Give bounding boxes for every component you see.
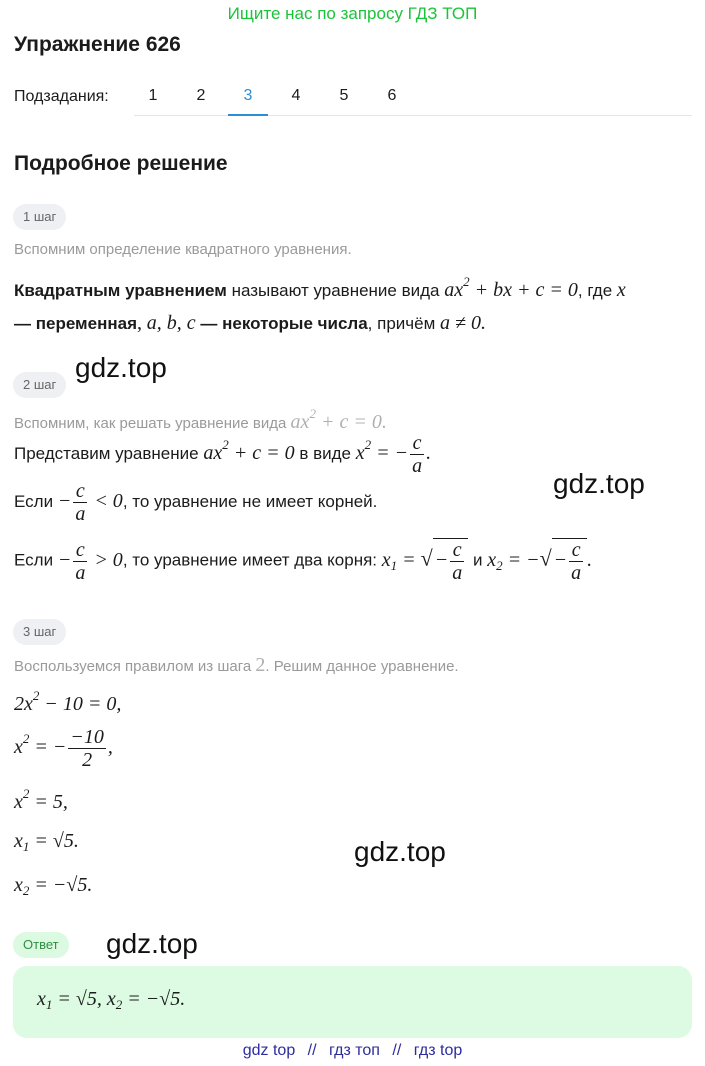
answer-formula: $x_1 = √5$, $x_2 = -√5$. <box>37 988 186 1012</box>
step-2-badge: 2 шаг <box>13 372 66 398</box>
formula-root-1: $x_1$ = √ − $\frac{c}{a}$ <box>382 549 468 571</box>
text: , причём <box>367 314 436 333</box>
solution-line-5: $x_2 = -√5$. <box>14 874 93 898</box>
text: Если <box>14 550 54 570</box>
vars-abc: a, b, c <box>146 312 196 334</box>
step-ref: 2 <box>255 654 266 676</box>
formula: − $\frac{c}{a}$ < 0 <box>57 480 123 525</box>
formula-incomplete-quadratic: $ax^2 + c = 0$. <box>290 406 387 433</box>
term-quadratic-equation: Квадратным уравнением <box>14 281 227 300</box>
step-3-intro <box>14 654 459 677</box>
solution-line-3: $x^2 = 5$, <box>14 786 68 813</box>
formula-root-2: $x_2$ = −√ − $\frac{c}{a}$ . <box>487 539 593 584</box>
text: Вспомним, как решать уравнение вида <box>14 415 287 432</box>
page-title: Упражнение 626 <box>14 33 181 56</box>
subtasks-label: Подзадания: <box>14 88 109 105</box>
step-1-intro: Вспомним определение квадратного уравнения. <box>14 241 352 258</box>
tab-subtask-1[interactable]: 1 <box>148 87 158 104</box>
text: Если <box>14 492 54 512</box>
watermark: gdz.top <box>106 928 198 959</box>
tab-subtask-2[interactable]: 2 <box>196 87 206 104</box>
footer-separator: // <box>392 1042 402 1059</box>
footer-link-gdz-top[interactable]: gdz top <box>242 1042 296 1059</box>
step-3-badge: 3 шаг <box>13 619 66 645</box>
formula-general-quadratic: $ax^2$ + bx + c = 0 <box>444 274 578 301</box>
search-hint-banner: Ищите нас по запросу ГДЗ ТОП <box>227 4 478 23</box>
condition-a-nonzero: a ≠ 0. <box>440 312 486 334</box>
tab-subtask-6[interactable]: 6 <box>387 87 397 104</box>
text: называют уравнение вида <box>231 281 440 300</box>
text: в виде <box>299 444 351 464</box>
step-1-definition-line-2: — переменная, a, b, c — некоторые числа, причём a ≠ 0. <box>14 312 486 334</box>
term-some-numbers: — некоторые числа <box>200 314 368 333</box>
var-x: x <box>616 279 626 301</box>
formula: $x^2$ = − $\frac{c}{a}$ . <box>355 432 432 477</box>
text: Представим уравнение <box>14 444 199 464</box>
step-2-line-2 <box>14 480 377 525</box>
footer-separator: // <box>307 1042 317 1059</box>
tab-subtask-3[interactable]: 3 <box>228 77 268 115</box>
text: . Решим данное уравнение. <box>265 658 459 675</box>
formula: − $\frac{c}{a}$ > 0 <box>57 538 123 584</box>
formula: $ax^2 + c = 0$ <box>203 437 295 465</box>
step-2-intro <box>14 406 387 434</box>
text: и <box>472 550 483 570</box>
step-2-line-1 <box>14 432 431 477</box>
answer-box <box>13 966 692 1038</box>
term-variable: — переменная <box>14 314 138 333</box>
answer-badge: Ответ <box>13 932 69 958</box>
tab-subtask-5[interactable]: 5 <box>339 87 349 104</box>
subtasks-divider <box>134 115 692 116</box>
text: , то уравнение имеет два корня: <box>122 550 378 570</box>
section-title: Подробное решение <box>14 152 228 175</box>
text: , то уравнение не имеет корней. <box>122 492 378 512</box>
watermark: gdz.top <box>354 836 446 867</box>
footer-link-gdz-top-mixed[interactable]: гдз top <box>413 1042 463 1059</box>
step-1-definition-line-1 <box>14 274 626 302</box>
step-1-badge: 1 шаг <box>13 204 66 230</box>
footer-links <box>0 1042 705 1060</box>
solution-line-4: $x_1 = √5$. <box>14 830 79 854</box>
footer-link-gdz-top-ru[interactable]: гдз топ <box>329 1042 380 1059</box>
solution-line-2: $x^2$ = − $\frac{-10}{2}$ , <box>14 726 113 771</box>
tab-subtask-4[interactable]: 4 <box>291 87 301 104</box>
watermark: gdz.top <box>553 468 645 499</box>
step-2-line-3 <box>14 538 592 584</box>
watermark: gdz.top <box>75 352 167 383</box>
solution-line-1: $2x^2 - 10 = 0$, <box>14 688 122 715</box>
text: Воспользуемся правилом из шага <box>14 658 252 675</box>
text: , где <box>577 281 613 300</box>
